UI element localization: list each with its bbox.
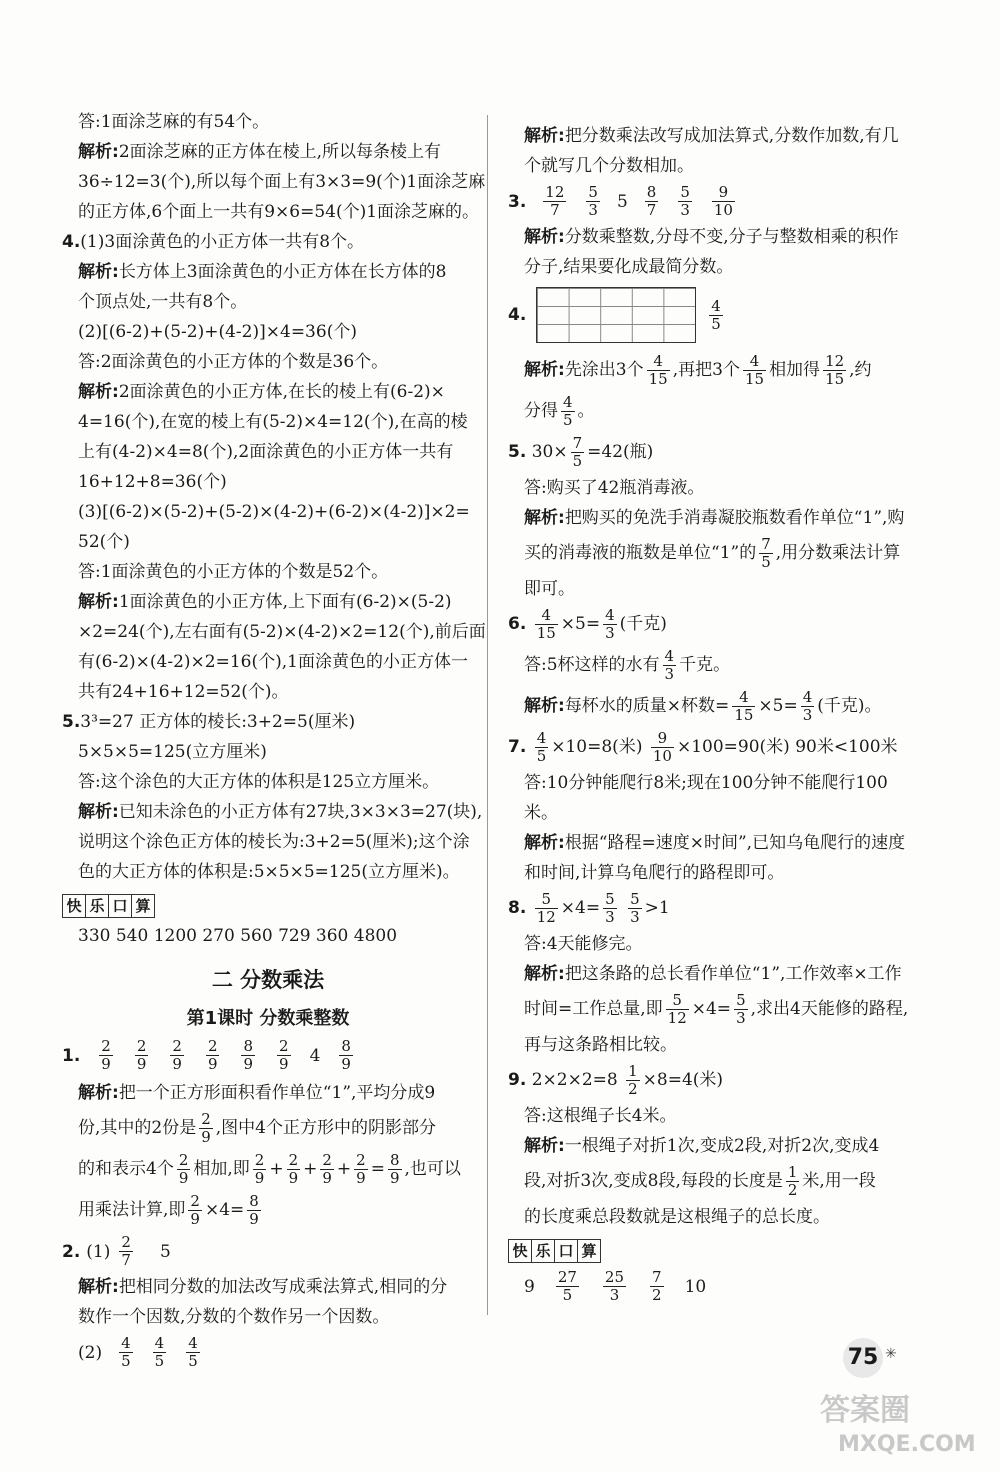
text-line: 的正方体,6个面上一共有9×6=54(个)1面涂芝麻的。 (78, 202, 480, 222)
fraction: $\frac{2}{9}$ (101, 1037, 111, 1073)
text-line: (3)[(6-2)×(5-2)+(5-2)×(4-2)+(6-2)×(4-2)]×2= (78, 502, 470, 522)
text: ×5= (758, 696, 798, 716)
text: 千克。 (679, 655, 731, 675)
analysis-label: 解析: (78, 1083, 119, 1103)
fraction: $\frac{8}{7}$ (646, 183, 657, 219)
question-number: 6. (508, 614, 527, 634)
fraction: $\frac{5}{3}$ (736, 991, 746, 1027)
fraction: $\frac{5}{3}$ (630, 890, 640, 926)
badge-char: 快 (62, 894, 86, 918)
column-divider (487, 115, 488, 1315)
text-line: 即可。 (524, 579, 575, 599)
fraction: $\frac{2}{9}$ (279, 1037, 289, 1073)
analysis-label: 解析: (524, 964, 565, 984)
text-line: 答:这根绳子长4米。 (524, 1106, 677, 1126)
text: ,也可以 (404, 1159, 461, 1179)
analysis-label: 解析: (524, 360, 565, 380)
text: (1) (86, 1241, 111, 1262)
text-line: (2)[(6-2)+(5-2)+(4-2)]×4=36(个) (78, 322, 357, 342)
text: (1)3面涂黄色的小正方体一共有8个。 (80, 232, 365, 252)
question-number: 1. (62, 1045, 81, 1066)
text-line: 和时间,计算乌龟爬行的路程即可。 (524, 863, 785, 883)
text-line: 数作一个因数,分数的个数作另一个因数。 (78, 1307, 390, 1327)
badge-char: 口 (554, 1239, 578, 1263)
question-5 (508, 435, 926, 470)
text-line (62, 1081, 474, 1105)
text: 把一个正方形面积看作单位“1”,平均分成9 (118, 1083, 436, 1103)
text-line: 说明这个涂色正方体的棱长为:3+2=5(厘米);这个涂 (78, 832, 470, 852)
text: 米,用一段 (802, 1171, 876, 1191)
text: ×4= (691, 999, 732, 1019)
whole-number: 5 (159, 1241, 171, 1262)
question-8 (508, 891, 926, 926)
text-line: 52(个) (78, 532, 130, 552)
analysis-label: 解析: (78, 592, 119, 612)
text: (千克) (619, 614, 667, 634)
text: 段,对折3次,变成8段,每段的长度是 (524, 1171, 783, 1191)
text: =42(瓶) (587, 442, 654, 462)
text-line (62, 1275, 474, 1299)
fraction: $\frac{2}{9}$ (254, 1151, 265, 1187)
text: ,约 (849, 360, 872, 380)
text-line: 答:1面涂芝麻的有54个。 (78, 112, 270, 132)
fraction: $\frac{4}{5}$ (188, 1334, 198, 1370)
fraction: $\frac{8}{9}$ (249, 1192, 259, 1228)
text-line (508, 992, 926, 1027)
text: 相加得 (769, 360, 821, 380)
fraction: $\frac{12}{15}$ (825, 352, 845, 388)
text-line (508, 225, 926, 249)
watermark-url: MXQE.COM (838, 1432, 976, 1457)
text-line (508, 1134, 926, 1158)
fraction: $\frac{9}{10}$ (713, 183, 733, 219)
text: 分得 (524, 401, 558, 421)
question-number: 9. (508, 1070, 527, 1090)
badge-char: 乐 (531, 1239, 555, 1263)
text: 3³=27 正方体的棱长:3+2=5(厘米) (80, 712, 356, 732)
text: ×8=4(米) (642, 1070, 724, 1090)
fraction: $\frac{8}{9}$ (243, 1037, 254, 1073)
text-line (62, 1111, 474, 1146)
analysis-label: 解析: (524, 227, 565, 247)
star-icon: ✳ (885, 1346, 897, 1362)
text-line: 答:10分钟能爬行8米;现在100分钟不能爬行100 (524, 773, 888, 793)
question-7 (508, 730, 926, 765)
text-line (62, 800, 483, 824)
text-line (508, 831, 926, 855)
mental-math-answers (508, 1269, 926, 1304)
mental-math-badge (508, 1239, 600, 1263)
text-line: 共有24+16+12=52(个)。 (78, 682, 289, 702)
text: 把这条路的总长看作单位“1”,工作效率×工作 (564, 964, 902, 984)
fraction: $\frac{4}{3}$ (802, 688, 813, 724)
badge-char: 算 (577, 1239, 601, 1263)
text-line: 的和表示4个 $\frac{2}{9}$ 相加,即 $\frac{2}{9}$ + $\frac{2}{9}$ + $\frac{2}{9}$ + $\frac{2}{9}$ = $\frac{8}{9}$ ,也可以 (78, 1151, 461, 1187)
text: ×100=90(米) 90米<100米 (676, 737, 898, 757)
text-line: 分得 $\frac{4}{5}$ 。 (524, 393, 595, 429)
shaded-grid-figure (536, 287, 696, 343)
fraction: $\frac{8}{9}$ (389, 1151, 400, 1187)
fraction: $\frac{9}{10}$ (652, 729, 672, 765)
fraction: $\frac{8}{9}$ (341, 1037, 351, 1073)
fraction: $\frac{5}{12}$ (667, 991, 687, 1027)
fraction: $\frac{2}{9}$ (178, 1151, 189, 1187)
text: ×4= (204, 1200, 245, 1220)
text: 相加,即 (193, 1159, 250, 1179)
analysis-label: 解析: (524, 126, 565, 146)
text-line: 的长度乘总段数就是这根绳子的总长度。 (524, 1207, 830, 1227)
text: 2面涂芝麻的正方体在棱上,所以每条棱上有 (118, 142, 442, 162)
question-2 (62, 1234, 474, 1269)
whole-number: 4 (309, 1045, 321, 1066)
fraction: $\frac{5}{3}$ (680, 183, 690, 219)
fraction: $\frac{4}{5}$ (711, 296, 721, 333)
text: 分数乘整数,分母不变,分子与整数相乘的积作 (564, 227, 899, 247)
text-line: 答:购买了42瓶消毒液。 (524, 478, 705, 498)
text: ×4= (560, 898, 601, 918)
text-line: 答:2面涂黄色的小正方体的个数是36个。 (78, 352, 389, 372)
section-title: 二 分数乘法 (211, 968, 325, 992)
badge-char: 算 (131, 894, 155, 918)
text-line: ×2=24(个),左右面有(5-2)×(4-2)×2=12(个),前后面 (78, 622, 486, 642)
text: ,求出4天能修的路程, (750, 999, 909, 1019)
text-line: 5×5×5=125(立方厘米) (78, 742, 267, 762)
fraction: $\frac{7}{5}$ (572, 434, 583, 470)
fraction: $\frac{4}{5}$ (536, 729, 547, 765)
fraction: $\frac{4}{5}$ (563, 393, 573, 429)
question-number: 7. (508, 737, 527, 757)
fraction: $\frac{5}{3}$ (588, 183, 598, 219)
question-number: 2. (62, 1241, 81, 1262)
fraction: $\frac{4}{3}$ (605, 606, 615, 642)
fraction: $\frac{2}{7}$ (121, 1233, 131, 1269)
question-number: 5. (508, 442, 527, 462)
text: >1 (644, 898, 670, 918)
fraction: $\frac{25}{3}$ (604, 1268, 625, 1304)
question-number: 3. (508, 191, 527, 212)
text-line (508, 124, 926, 148)
text-line (62, 1335, 474, 1370)
text: 的和表示4个 (78, 1159, 174, 1179)
text-line: 米。 (524, 803, 558, 823)
text: 答:5杯这样的水有 (524, 655, 660, 675)
analysis-label: 解析: (524, 508, 565, 528)
text-line: 答:这个涂色的大正方体的体积是125立方厘米。 (78, 772, 440, 792)
fraction: $\frac{2}{9}$ (201, 1110, 211, 1146)
text: 30× (531, 442, 568, 462)
text-line: 分子,结果要化成最简分数。 (524, 257, 734, 277)
text-line (62, 1193, 474, 1228)
fraction: $\frac{4}{15}$ (734, 688, 754, 724)
whole-number: 10 (684, 1276, 707, 1297)
text: 1面涂黄色的小正方体,上下面有(6-2)×(5-2) (118, 592, 452, 612)
text: ,再把3个 (672, 360, 740, 380)
text-line (508, 506, 926, 530)
fraction: $\frac{7}{5}$ (761, 535, 771, 571)
fraction: $\frac{1}{2}$ (787, 1163, 798, 1199)
fraction: $\frac{2}{9}$ (356, 1151, 366, 1187)
text-line (508, 962, 926, 986)
text-line: 有(6-2)×(4-2)×2=16(个),1面涂黄色的小正方体一 (78, 652, 468, 672)
analysis-label: 解析: (78, 802, 119, 822)
fraction: $\frac{2}{9}$ (207, 1037, 218, 1073)
text: 把分数乘法改写成加法算式,分数作加数,有几 (564, 126, 899, 146)
question-9 (508, 1063, 926, 1098)
lesson-title: 第1课时 分数乘整数 (186, 1008, 350, 1029)
fraction: $\frac{4}{15}$ (536, 606, 556, 642)
fraction: $\frac{2}{9}$ (288, 1151, 299, 1187)
text: 先涂出3个 (564, 360, 644, 380)
text: 把相同分数的加法改写成乘法算式,相同的分 (118, 1277, 448, 1297)
text-line (508, 648, 926, 683)
text-line (62, 140, 474, 164)
text-line: 个就写几个分数相加。 (524, 156, 694, 176)
text-line (508, 536, 926, 571)
question-3 (508, 184, 926, 219)
text: (2) (78, 1342, 103, 1363)
text-line: 上有(4-2)×4=8(个),2面涂黄色的小正方体一共有 (78, 442, 454, 462)
text-line (62, 260, 474, 284)
question-number: 4. (62, 232, 81, 252)
fraction: $\frac{7}{2}$ (652, 1268, 662, 1304)
text-line: 16+12+8=36(个) (78, 472, 227, 492)
text: 长方体上3面涂黄色的小正方体在长方体的8 (118, 262, 447, 282)
text-line (62, 590, 474, 614)
text: 2×2×2=8 (531, 1070, 618, 1090)
fraction: $\frac{5}{3}$ (605, 890, 615, 926)
badge-char: 快 (508, 1239, 532, 1263)
text-line: 4=16(个),在宽的棱上有(5-2)×4=12(个),在高的棱 (78, 412, 468, 432)
text: ,图中4个正方形中的阴影部分 (215, 1118, 437, 1138)
fraction: $\frac{4}{5}$ (121, 1334, 131, 1370)
analysis-label: 解析: (78, 262, 119, 282)
fraction: $\frac{4}{5}$ (154, 1334, 165, 1370)
text-line: 再与这条路相比较。 (524, 1035, 677, 1055)
question-4 (62, 230, 474, 254)
text: 用乘法计算,即 (78, 1200, 186, 1220)
text: 一根绳子对折1次,变成2段,对折2次,变成4 (564, 1136, 880, 1156)
text-line (508, 689, 926, 724)
text: ×5= (560, 614, 601, 634)
text: 份,其中的2份是 (78, 1118, 197, 1138)
analysis-label: 解析: (524, 833, 565, 853)
question-number: 5. (62, 712, 81, 732)
text: 每杯水的质量×杯数= (564, 696, 730, 716)
text-line (508, 353, 926, 388)
text-line: 色的大正方体的体积是:5×5×5=125(立方厘米)。 (78, 862, 460, 882)
analysis-label: 解析: (78, 142, 119, 162)
question-4 (508, 287, 926, 343)
badge-char: 口 (108, 894, 132, 918)
analysis-label: 解析: (78, 382, 119, 402)
text: 时间=工作总量,即 (524, 999, 663, 1019)
fraction: $\frac{5}{12}$ (536, 890, 556, 926)
whole-number: 9 (524, 1276, 535, 1297)
text: 把购买的免洗手消毒凝胶瓶数看作单位“1”,购 (564, 508, 905, 528)
watermark-logo: 答案圈 (820, 1393, 910, 1428)
fraction: $\frac{4}{15}$ (744, 352, 765, 388)
question-number: 4. (508, 305, 527, 325)
badge-char: 乐 (85, 894, 109, 918)
right-column (508, 124, 926, 1310)
text: 根据“路程=速度×时间”,已知乌龟爬行的速度 (564, 833, 906, 853)
whole-number: 5 (616, 191, 628, 212)
mental-math-answers: 330 540 1200 270 560 729 360 4800 (78, 926, 398, 946)
text-line: 答:4天能修完。 (524, 934, 643, 954)
fraction: $\frac{2}{9}$ (172, 1037, 182, 1073)
text: ×10=8(米) (551, 737, 643, 757)
text-line (508, 1164, 926, 1199)
text: 已知未涂色的小正方体有27块,3×3×3=27(块), (118, 802, 483, 822)
text-line: 答:1面涂黄色的小正方体的个数是52个。 (78, 562, 389, 582)
text: ,用分数乘法计算 (775, 543, 901, 563)
fraction: $\frac{2}{9}$ (136, 1037, 147, 1073)
fraction: $\frac{2}{9}$ (190, 1192, 200, 1228)
text: (千克)。 (817, 696, 882, 716)
fraction: $\frac{2}{9}$ (322, 1151, 332, 1187)
text-line (62, 380, 474, 404)
left-column (62, 110, 486, 1376)
text: 2面涂黄色的小正方体,在长的棱上有(6-2)× (118, 382, 445, 402)
fraction: $\frac{12}{7}$ (545, 183, 565, 219)
analysis-label: 解析: (78, 1277, 119, 1297)
text-line: 36÷12=3(个),所以每个面上有3×3=9(个)1面涂芝麻 (78, 172, 486, 192)
analysis-label: 解析: (524, 1136, 565, 1156)
fraction: $\frac{4}{15}$ (648, 352, 668, 388)
text-line: 个顶点处,一共有8个。 (78, 292, 248, 312)
question-1 (62, 1038, 474, 1073)
mental-math-badge (62, 894, 154, 918)
page-number: 75 (843, 1338, 883, 1378)
question-5 (62, 710, 474, 734)
analysis-label: 解析: (524, 696, 565, 716)
fraction: $\frac{1}{2}$ (628, 1062, 638, 1098)
question-6 (508, 607, 926, 642)
fraction: $\frac{27}{5}$ (557, 1268, 577, 1304)
fraction: $\frac{4}{3}$ (664, 647, 675, 683)
text: 买的消毒液的瓶数是单位“1”的 (524, 543, 757, 563)
question-number: 8. (508, 898, 527, 918)
